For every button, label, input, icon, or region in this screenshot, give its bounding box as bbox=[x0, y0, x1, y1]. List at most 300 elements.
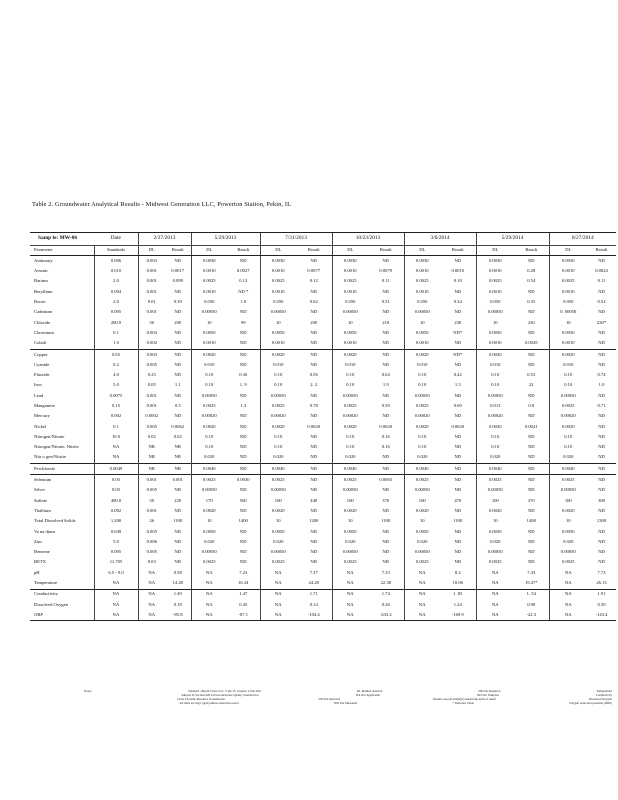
dl-header: DL bbox=[191, 246, 227, 256]
dl-cell: 0.0050 bbox=[549, 527, 587, 537]
dl-cell: 0.050 bbox=[191, 297, 227, 307]
standard-cell: 1.0 bbox=[94, 338, 138, 349]
dl-cell: 0.00050 bbox=[404, 391, 440, 401]
result-cell: 0.16 bbox=[381, 444, 390, 450]
parameter-cell: Cyanide bbox=[34, 361, 50, 367]
result-cell: 0.74 bbox=[597, 372, 606, 378]
result-cell: ND bbox=[454, 528, 462, 534]
parameter-cell: Nitrogen/Nitrate bbox=[34, 433, 65, 439]
dl-cell: 0.0030 bbox=[476, 256, 514, 267]
parameter-cell: Lead bbox=[34, 392, 44, 398]
result-cell: ND bbox=[454, 257, 462, 263]
dl-cell: 10 bbox=[260, 516, 296, 526]
result-cell: 1.71 bbox=[309, 591, 318, 597]
result-cell: 0.98 bbox=[527, 601, 536, 607]
result-cell: ND bbox=[310, 309, 318, 315]
dl-cell: 0. 00050 bbox=[549, 307, 587, 317]
table-row bbox=[30, 277, 616, 287]
dl-cell: 0.10 bbox=[476, 432, 514, 442]
dl-cell: 0.0025 bbox=[191, 277, 227, 287]
dl-cell: 0.0030 bbox=[191, 256, 227, 267]
dl-cell: 0.020 bbox=[476, 537, 514, 547]
standard-cell: 0.65 bbox=[94, 349, 138, 360]
result-header: Result bbox=[296, 246, 332, 256]
dl-cell: 0.0020 bbox=[549, 506, 587, 516]
dl-cell: NR bbox=[138, 453, 165, 464]
note-text: ND Not Detected bbox=[318, 696, 341, 701]
result-cell: ND bbox=[310, 454, 318, 460]
table-row bbox=[30, 568, 616, 578]
result-cell: 440 bbox=[310, 497, 318, 503]
dl-cell: 0.005 bbox=[138, 486, 165, 496]
dl-cell: 0.010 bbox=[332, 360, 368, 370]
result-cell: 0.71 bbox=[597, 403, 606, 408]
result-cell: ND bbox=[454, 454, 462, 460]
result-cell: 0.0065 bbox=[368, 475, 404, 486]
parameter-cell: Temperature bbox=[30, 578, 94, 589]
standard-cell: 0.005 bbox=[94, 307, 138, 317]
dl-cell: 0.001 bbox=[138, 401, 165, 411]
dl-cell: 0.0020 bbox=[191, 506, 227, 516]
dl-cell: 0.10 bbox=[404, 370, 440, 380]
note-line bbox=[84, 702, 612, 706]
date-header: 3/6/2014 bbox=[404, 233, 476, 246]
dl-cell: 0.00020 bbox=[404, 411, 440, 421]
result-cell: 0.12 bbox=[239, 278, 248, 284]
dl-cell: 50 bbox=[138, 318, 165, 328]
dl-cell: 0.0020 bbox=[404, 506, 440, 516]
result-cell: 10.06 bbox=[440, 578, 476, 589]
note-text: Subpart D, Section 620.410 Groundwater Quality Standard for bbox=[181, 692, 259, 697]
result-cell: 1.5 bbox=[454, 382, 461, 388]
result-cell: 0.64 bbox=[381, 372, 390, 378]
result-cell: ND bbox=[598, 444, 605, 450]
dl-cell: 0.0040 bbox=[549, 463, 587, 474]
table-row bbox=[30, 307, 616, 317]
dl-cell: 0.10 bbox=[191, 370, 227, 380]
dl-cell: 0.00050 bbox=[404, 486, 440, 496]
parameter-cell: Fluoride bbox=[34, 372, 50, 378]
result-cell: ND bbox=[239, 559, 247, 565]
table-row bbox=[30, 432, 616, 442]
result-cell: 1.49 bbox=[173, 591, 182, 597]
result-cell: ND bbox=[174, 329, 182, 335]
result-cell: ND bbox=[227, 463, 260, 474]
dl-cell: 0.020 bbox=[476, 453, 514, 464]
standard-cell: 0.15 bbox=[94, 401, 138, 411]
dl-cell: 10 bbox=[549, 516, 587, 526]
result-cell: ND bbox=[174, 549, 182, 555]
result-cell: ND bbox=[598, 528, 605, 534]
dl-cell: 100 bbox=[476, 496, 514, 506]
dl-cell: 0.0025 bbox=[549, 475, 587, 486]
result-cell: 0.69 bbox=[453, 403, 462, 408]
dl-cell: 0.0020 bbox=[332, 422, 368, 432]
result-cell: 0.11 bbox=[597, 278, 606, 284]
dl-cell: 0.00050 bbox=[549, 391, 587, 401]
dl-cell: 10 bbox=[260, 318, 296, 328]
dl-cell: 0.0025 bbox=[332, 277, 368, 287]
dl-cell: 0.10 bbox=[549, 381, 587, 391]
dl-cell: 0.0020 bbox=[260, 349, 296, 360]
result-cell: 1.91 bbox=[597, 591, 606, 597]
dl-cell: 100 bbox=[404, 496, 440, 506]
result-cell: -169.9 bbox=[440, 610, 476, 621]
result-cell: 0.0024 bbox=[595, 268, 608, 274]
result-cell: 200 bbox=[310, 319, 318, 325]
result-header: Result bbox=[227, 246, 260, 256]
dl-header: DL bbox=[332, 246, 368, 256]
result-cell: ND bbox=[174, 538, 182, 544]
table-row bbox=[30, 318, 616, 328]
table-row bbox=[30, 558, 616, 568]
dl-cell: 0.0040 bbox=[476, 463, 514, 474]
dl-cell: NA bbox=[476, 568, 514, 578]
dl-cell: NA bbox=[404, 578, 440, 589]
standard-cell: 5.0 bbox=[94, 537, 138, 547]
result-cell: ND bbox=[454, 413, 462, 419]
dl-cell: NA bbox=[332, 578, 368, 589]
dl-cell: 0.10 bbox=[476, 381, 514, 391]
dl-cell: 0.00020 bbox=[260, 411, 296, 421]
dl-cell: 0.10 bbox=[549, 442, 587, 452]
result-cell: 1.0 bbox=[598, 382, 605, 388]
result-cell: ND bbox=[527, 329, 535, 335]
result-cell: 0.0079 bbox=[379, 268, 393, 274]
dl-cell: NA bbox=[260, 568, 296, 578]
parameter-cell: Dissolved Oxygen bbox=[34, 601, 69, 607]
parameter-cell: Manganese bbox=[34, 403, 55, 408]
dl-cell: 0.005 bbox=[138, 547, 165, 557]
result-cell: ND bbox=[382, 288, 390, 294]
dl-cell: 0.0010 bbox=[332, 287, 368, 297]
dl-cell: 0.005 bbox=[138, 527, 165, 537]
dl-cell: 0.050 bbox=[549, 297, 587, 307]
dl-cell: 0.00050 bbox=[404, 307, 440, 317]
result-cell: ND bbox=[239, 423, 247, 429]
result-cell: ND bbox=[239, 433, 247, 439]
result-cell: ND bbox=[174, 528, 182, 534]
result-cell: ND bbox=[310, 528, 318, 534]
dl-cell: 0.00050 bbox=[332, 547, 368, 557]
result-cell: ND bbox=[598, 454, 605, 460]
dl-header: DL bbox=[404, 246, 440, 256]
parameter-cell: Total Dissolved Solids bbox=[34, 518, 76, 524]
result-cell: ND bbox=[296, 463, 332, 474]
parameter-cell: Silver bbox=[34, 487, 45, 493]
result-cell: 0.001 bbox=[165, 475, 191, 486]
result-cell: ND bbox=[382, 340, 390, 346]
result-cell: 1.3 bbox=[240, 403, 247, 408]
dl-cell: 0.0020 bbox=[332, 349, 368, 360]
dl-cell: 0.010 bbox=[549, 360, 587, 370]
standard-cell: 2.0 bbox=[94, 297, 138, 307]
result-cell: ND bbox=[598, 329, 605, 335]
dl-cell: 0.00050 bbox=[476, 307, 514, 317]
dl-cell: 0.10 bbox=[260, 432, 296, 442]
standard-cell: 0.2 bbox=[94, 360, 138, 370]
note-text: Notes: bbox=[84, 689, 93, 693]
dl-cell: NA bbox=[260, 578, 296, 589]
dl-cell: 50 bbox=[138, 496, 165, 506]
table-notes bbox=[84, 690, 612, 705]
dl-cell: 100 bbox=[332, 496, 368, 506]
result-cell: ND bbox=[454, 309, 462, 315]
result-cell: ND bbox=[296, 349, 332, 360]
result-cell: 560 bbox=[239, 497, 247, 503]
result-cell: 7.33 bbox=[381, 569, 390, 575]
result-cell: 1100 bbox=[173, 518, 183, 524]
dl-cell: 0.020 bbox=[191, 537, 227, 547]
result-cell: ND bbox=[527, 288, 535, 294]
dl-cell: 0.010 bbox=[476, 360, 514, 370]
result-cell: ND bbox=[239, 528, 247, 534]
result-cell: 0.54 bbox=[527, 278, 536, 284]
note-text: Standard =Board Class I GC, T itle 35, Chapter I, Part 620 bbox=[188, 689, 261, 693]
dl-cell: 0.0025 bbox=[549, 558, 587, 568]
result-cell: ND bbox=[310, 559, 318, 565]
parameter-cell: Benzene bbox=[34, 549, 50, 555]
dl-cell: 0.0025 bbox=[260, 558, 296, 568]
result-cell: ND bbox=[239, 309, 247, 315]
result-cell: ND bbox=[514, 463, 549, 474]
dl-cell: 170 bbox=[191, 496, 227, 506]
table-row bbox=[30, 401, 616, 411]
dl-cell: 0.10 bbox=[332, 432, 368, 442]
dl-cell: 0.0050 bbox=[476, 527, 514, 537]
parameter-cell: Cobalt bbox=[34, 340, 47, 346]
table-row bbox=[30, 338, 616, 349]
result-cell: 1400 bbox=[238, 518, 248, 524]
dl-cell: NA bbox=[404, 610, 440, 621]
dl-cell: 0.0050 bbox=[260, 328, 296, 338]
dl-cell: 0.00050 bbox=[404, 547, 440, 557]
results-table-container bbox=[30, 232, 616, 621]
result-cell: ND bbox=[310, 507, 318, 513]
result-cell: ND bbox=[598, 361, 605, 367]
result-cell: ND bbox=[227, 349, 260, 360]
dl-cell: 0.005 bbox=[138, 422, 165, 432]
result-cell: 1100 bbox=[453, 518, 463, 524]
dl-cell: 0.0010 bbox=[549, 287, 587, 297]
standard-cell: NA bbox=[94, 610, 138, 621]
header-row-columns bbox=[30, 246, 616, 256]
standard-cell: 0.004 bbox=[94, 287, 138, 297]
result-cell: 0.12 bbox=[309, 278, 318, 284]
dl-cell: 0.0010 bbox=[476, 266, 514, 276]
dl-cell: 10 bbox=[404, 516, 440, 526]
result-cell: 0.62 bbox=[309, 299, 318, 305]
result-cell: 1.1 bbox=[174, 382, 181, 388]
dl-cell: 0.0050 bbox=[191, 328, 227, 338]
dl-cell: NA bbox=[476, 600, 514, 610]
dl-cell: NA bbox=[549, 589, 587, 600]
dl-cell: NA bbox=[332, 589, 368, 600]
dl-cell: 0.10 bbox=[191, 442, 227, 452]
result-cell: -233.2 bbox=[368, 610, 404, 621]
result-cell: NR bbox=[165, 463, 191, 474]
dl-cell: 0.00050 bbox=[191, 391, 227, 401]
dl-cell: 0.00050 bbox=[476, 391, 514, 401]
dl-cell: 0.0010 bbox=[332, 266, 368, 276]
table-row bbox=[30, 547, 616, 557]
result-cell: 0.34 bbox=[453, 299, 462, 305]
result-header: Result bbox=[440, 246, 476, 256]
result-cell: ND bbox=[239, 392, 247, 398]
dl-cell: 0.0025 bbox=[191, 401, 227, 411]
result-cell: ND bbox=[382, 361, 390, 367]
dl-cell: 0.0010 bbox=[476, 287, 514, 297]
dl-cell: 0.00050 bbox=[260, 391, 296, 401]
dl-cell: 0.010 bbox=[404, 360, 440, 370]
result-cell: ND bbox=[598, 507, 605, 513]
result-cell: ND bbox=[598, 423, 605, 429]
dl-cell: 0.10 bbox=[332, 370, 368, 380]
dl-cell: 0.0010 bbox=[404, 338, 440, 349]
dl-cell: NR bbox=[138, 463, 165, 474]
result-header: Result bbox=[368, 246, 404, 256]
dl-cell: NA bbox=[138, 610, 165, 621]
dl-cell: 0.0010 bbox=[191, 287, 227, 297]
dl-cell: 0.02 bbox=[138, 432, 165, 442]
result-cell: 22.38 bbox=[368, 578, 404, 589]
result-cell: -22.3 bbox=[514, 610, 549, 621]
result-cell: ND bbox=[587, 475, 616, 486]
result-cell: 1.47 bbox=[239, 591, 248, 597]
dl-cell: NA bbox=[476, 589, 514, 600]
dl-cell: 0.0020 bbox=[191, 422, 227, 432]
dl-cell: NA bbox=[191, 589, 227, 600]
table-row bbox=[30, 578, 616, 589]
table-row bbox=[30, 256, 616, 267]
dl-cell: 0.0025 bbox=[476, 277, 514, 287]
result-header: Result bbox=[165, 246, 191, 256]
result-cell: ND bbox=[598, 257, 605, 263]
result-cell: ND bbox=[310, 340, 318, 346]
result-cell: 0.36 bbox=[239, 372, 248, 378]
result-cell: 220 bbox=[174, 497, 182, 503]
result-cell: ND bbox=[382, 528, 390, 534]
result-cell: 0.78 bbox=[309, 403, 318, 408]
parameter-cell: Arsenic bbox=[34, 268, 49, 274]
standard-cell: 0.05 bbox=[94, 486, 138, 496]
result-cell: 0.0010 bbox=[451, 268, 465, 274]
parameter-cell: Copper bbox=[30, 349, 94, 360]
result-cell: ND bbox=[598, 433, 605, 439]
dl-cell: 100 bbox=[260, 496, 296, 506]
result-cell: 210 bbox=[382, 319, 390, 325]
dl-cell: NA bbox=[404, 589, 440, 600]
result-cell: ND bbox=[454, 487, 462, 493]
standard-cell: 0.1 bbox=[94, 422, 138, 432]
dl-cell: 0.0050 bbox=[332, 527, 368, 537]
result-cell: ND bbox=[598, 559, 605, 565]
dl-cell: 100 bbox=[549, 496, 587, 506]
dl-cell: NA bbox=[260, 589, 296, 600]
result-cell: 1100 bbox=[381, 518, 391, 524]
results-table bbox=[30, 232, 616, 621]
note-text: Conductivity bbox=[595, 692, 612, 697]
dl-cell: 0.0030 bbox=[260, 256, 296, 267]
parameter-cell: Nitr o gen/Nitrite bbox=[34, 454, 66, 460]
result-cell: ND bbox=[174, 257, 182, 263]
parameter-cell: Cadmium bbox=[34, 309, 53, 315]
dl-cell: 0.001 bbox=[138, 287, 165, 297]
result-cell: ND bbox=[527, 559, 535, 565]
dl-cell: 10 bbox=[404, 318, 440, 328]
result-cell: 7.73 bbox=[597, 569, 606, 575]
result-cell: ND bbox=[310, 549, 318, 555]
dl-cell: 0.0020 bbox=[476, 506, 514, 516]
result-cell: ND bbox=[454, 340, 462, 346]
dl-cell: NA bbox=[138, 578, 165, 589]
result-cell: NR bbox=[174, 444, 181, 450]
result-cell: ND bbox=[165, 349, 191, 360]
table-row bbox=[30, 266, 616, 276]
dl-cell: NA bbox=[260, 600, 296, 610]
result-cell: 2. 2 bbox=[310, 382, 318, 388]
dl-cell: 0.00020 bbox=[191, 411, 227, 421]
note-text: DL Method detected bbox=[356, 689, 383, 693]
result-cell: ND bbox=[239, 361, 247, 367]
table-row bbox=[30, 381, 616, 391]
result-cell: ND bbox=[527, 549, 535, 555]
dl-cell: 0.10 bbox=[404, 381, 440, 391]
result-cell: ND bbox=[454, 559, 462, 565]
dl-cell: 0.0010 bbox=[549, 338, 587, 349]
result-cell: ND bbox=[174, 413, 182, 419]
dl-cell: 0.10 bbox=[549, 432, 587, 442]
dl-cell: 0.0050 bbox=[404, 527, 440, 537]
standard-cell: NA bbox=[94, 453, 138, 464]
result-cell: ND bbox=[382, 559, 390, 565]
result-cell: 370 bbox=[527, 497, 535, 503]
result-cell: ND bbox=[440, 463, 476, 474]
result-cell: 1. 9 bbox=[239, 382, 247, 388]
dl-cell: 0.00050 bbox=[476, 547, 514, 557]
result-cell: ND bbox=[382, 507, 390, 513]
result-cell: -104.4 bbox=[296, 610, 332, 621]
dl-cell: NA bbox=[191, 610, 227, 621]
dl-cell: 0.020 bbox=[332, 453, 368, 464]
dl-cell: 0.001 bbox=[138, 475, 165, 486]
standard-cell: 0.049 bbox=[94, 527, 138, 537]
table-row bbox=[30, 287, 616, 297]
result-cell: 300 bbox=[598, 497, 605, 503]
result-cell: 470 bbox=[454, 497, 462, 503]
dl-cell: 0.0040 bbox=[191, 463, 227, 474]
dl-cell: NA bbox=[138, 600, 165, 610]
result-cell: 0.45 bbox=[239, 601, 248, 607]
result-cell: ND bbox=[239, 329, 247, 335]
result-header: Result bbox=[514, 246, 549, 256]
date-header: 7/31/2013 bbox=[260, 233, 332, 246]
result-cell: 0.11 bbox=[381, 278, 390, 284]
date-header: 8/27/2014 bbox=[549, 233, 616, 246]
result-cell: 0.0020 bbox=[451, 423, 465, 429]
result-cell: ND bbox=[527, 444, 535, 450]
standard-cell: 0.010 bbox=[94, 266, 138, 276]
dl-cell: 0.01 bbox=[138, 297, 165, 307]
standard-cell: 10.0 bbox=[94, 432, 138, 442]
result-cell: 230 bbox=[527, 319, 535, 325]
result-cell: ND bbox=[527, 392, 535, 398]
dl-cell: 0.0020 bbox=[332, 506, 368, 516]
result-cell: ND bbox=[174, 392, 182, 398]
standard-cell: 0.005 bbox=[94, 547, 138, 557]
result-cell: ND bbox=[598, 538, 605, 544]
parameter-cell: Thallium bbox=[34, 507, 51, 513]
